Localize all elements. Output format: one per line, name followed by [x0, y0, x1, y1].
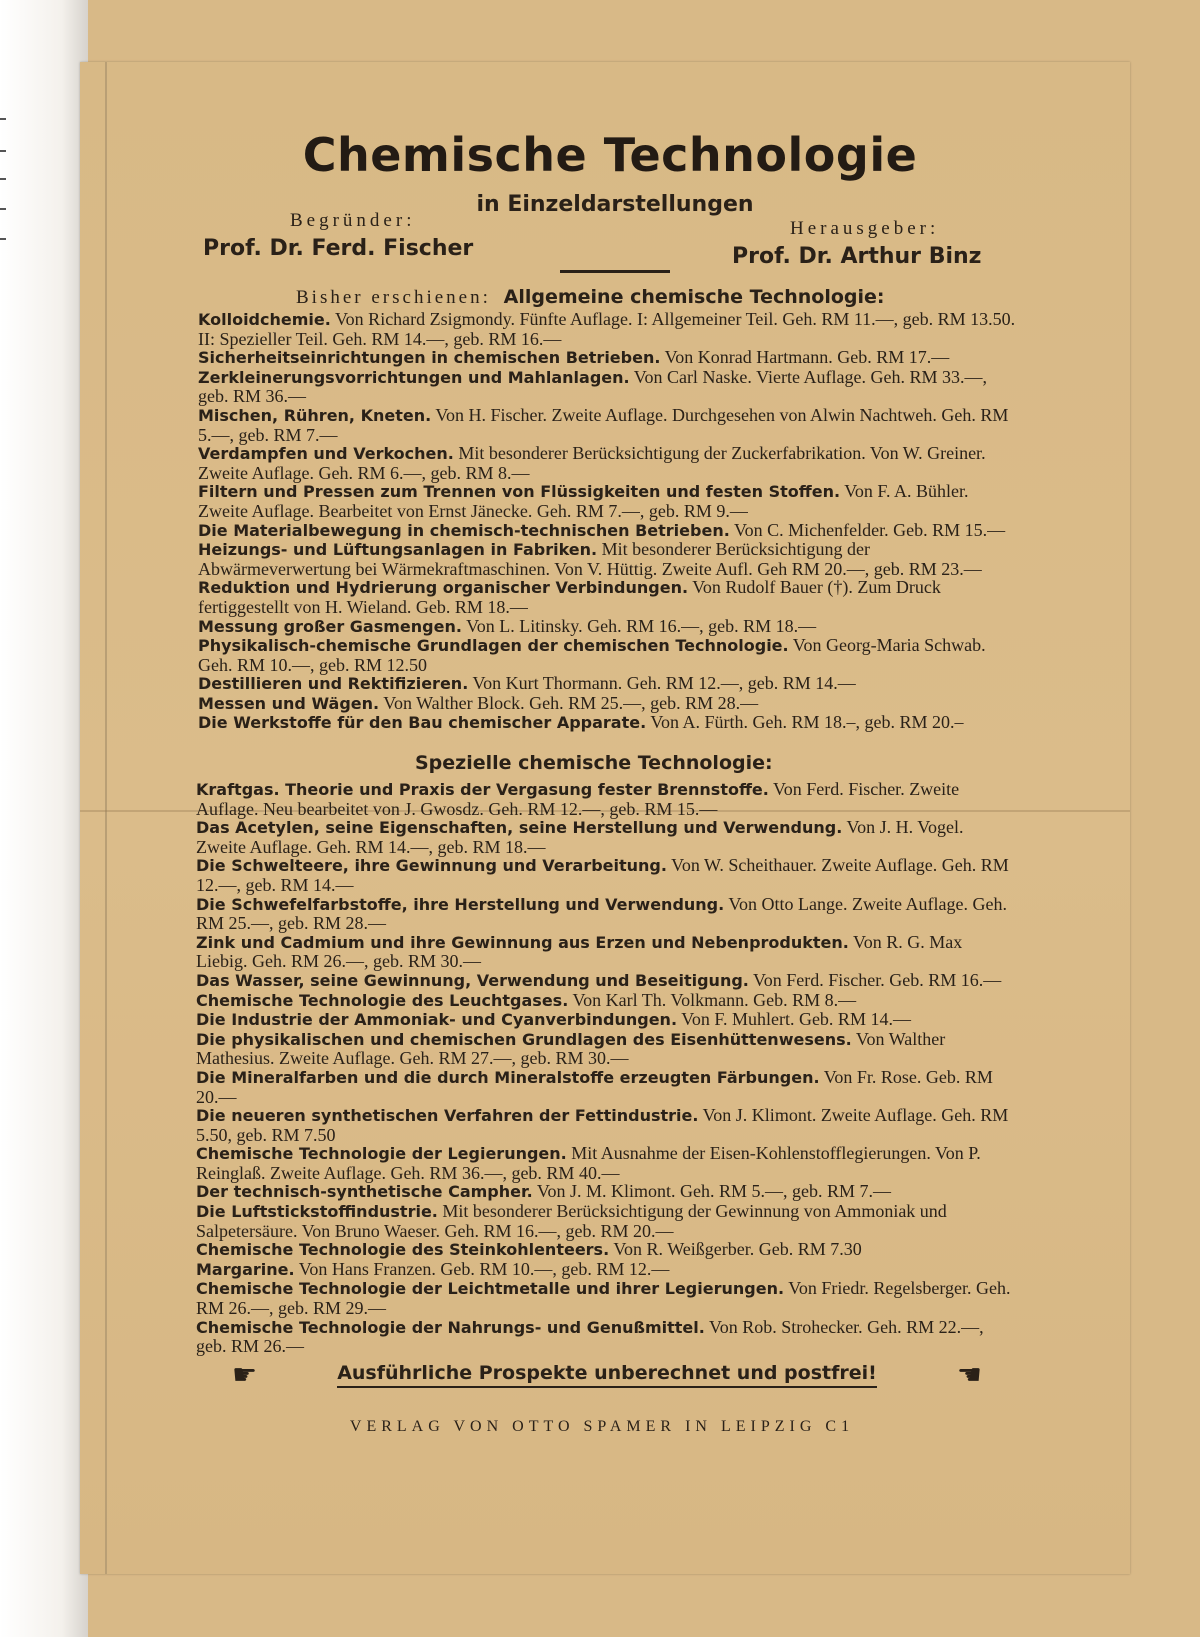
book-entry [196, 971, 1016, 991]
book-title: Die physikalischen und chemischen Grundlagen des Eisenhüttenwesens. [196, 1029, 852, 1049]
pointing-hand-left-icon: ☚ [956, 1360, 982, 1391]
book-entry [196, 1279, 1016, 1317]
book-entry [196, 780, 1016, 818]
book-title: Heizungs- und Lüftungsanlagen in Fabriken. [198, 540, 598, 560]
book-details: Von A. Fürth. Geh. RM 18.–, geb. RM 20.– [646, 712, 964, 733]
margin-tick [0, 208, 6, 210]
book-entry [196, 991, 1016, 1011]
book-entry [198, 540, 1018, 578]
founder-label: Begründer: [290, 210, 416, 231]
editor-name: Prof. Dr. Arthur Binz [732, 244, 982, 269]
book-title: Kolloidchemie. [198, 310, 331, 329]
page-spine [105, 62, 107, 1574]
book-entry [196, 933, 1016, 971]
page-subtitle: in Einzeldarstellungen [476, 192, 754, 217]
left-page-edge [0, 0, 88, 1637]
book-entry [198, 636, 1018, 674]
book-entry [196, 1318, 1016, 1356]
book-title: Zink und Cadmium und ihre Gewinnung aus Erzen und Nebenprodukten. [196, 932, 849, 952]
editor-label: Herausgeber: [790, 218, 940, 239]
book-entry [196, 1260, 1016, 1280]
book-entry [198, 617, 1018, 637]
book-entry [196, 895, 1016, 933]
book-entry [198, 521, 1018, 541]
book-title: Messen und Wägen. [198, 693, 380, 713]
book-details: Von F. Muhlert. Geb. RM 14.— [677, 1009, 911, 1030]
book-entry [196, 856, 1016, 894]
book-title: Chemische Technologie der Legierungen. [196, 1144, 567, 1164]
book-details: Von Ferd. Fischer. Zweite Auflage. Neu bearbeitet von J. Gwosdz. Geh. RM 12.—, geb. RM 15.— [196, 779, 960, 819]
book-title: Mischen, Rühren, Kneten. [198, 405, 432, 425]
book-entry [196, 1106, 1016, 1144]
book-details: Von Walther Block. Geh. RM 25.—, geb. RM 28.— [379, 692, 759, 713]
book-entry [198, 694, 1018, 714]
book-entry [196, 1144, 1016, 1182]
book-title: Sicherheitseinrichtungen in chemischen Betrieben. [198, 348, 661, 368]
book-title: Chemische Technologie der Nahrungs- und Genußmittel. [196, 1317, 705, 1337]
page-title: Chemische Technologie [302, 128, 918, 182]
margin-tick [0, 150, 6, 152]
book-title: Chemische Technologie des Leuchtgases. [196, 990, 569, 1010]
book-details: Von L. Litinsky. Geh. RM 16.—, geb. RM 18.— [461, 615, 817, 636]
book-entry [196, 1068, 1016, 1106]
book-details: Mit Ausnahme der Eisen-Kohlenstofflegierungen. Von P. Reinglaß. Zweite Auflage. Geh. RM 36.—, geb. RM 40.— [196, 1143, 981, 1183]
pointing-hand-right-icon: ☛ [232, 1360, 258, 1391]
book-entry [198, 578, 1018, 616]
book-title: Chemische Technologie der Leichtmetalle und ihrer Legierungen. [196, 1279, 785, 1299]
book-details: Von Ferd. Fischer. Geb. RM 16.— [748, 969, 1002, 990]
book-details: Von C. Michenfelder. Geb. RM 15.— [729, 519, 1006, 540]
prospectus-notice [232, 1358, 982, 1392]
published-lead: Bisher erschienen: [296, 287, 491, 308]
book-details: Von Rudolf Bauer (†). Zum Druck fertiggestellt von H. Wieland. Geb. RM 18.— [198, 577, 941, 617]
general-section-heading [296, 286, 996, 309]
book-title: Physikalisch-chemische Grundlagen der chemischen Technologie. [198, 636, 789, 656]
book-entry [198, 482, 1018, 520]
book-entry [196, 1240, 1016, 1260]
book-title: Die neueren synthetischen Verfahren der Fettindustrie. [196, 1106, 699, 1126]
book-details: Von W. Scheithauer. Zweite Auflage. Geh. RM 12.—, geb. RM 14.— [196, 855, 1009, 895]
book-details: Von Kurt Thormann. Geh. RM 12.—, geb. RM 14.— [468, 673, 856, 694]
book-title: Die Schwefelfarbstoffe, ihre Herstellung und Verwendung. [196, 894, 725, 914]
book-entry [198, 348, 1018, 368]
book-entry [198, 444, 1018, 482]
book-entry [198, 368, 1018, 406]
book-entry [198, 674, 1018, 694]
book-title: Die Werkstoffe für den Bau chemischer Apparate. [198, 713, 647, 733]
book-details: Von Karl Th. Volkmann. Geb. RM 8.— [568, 989, 857, 1010]
book-entry [198, 406, 1018, 444]
founder-name: Prof. Dr. Ferd. Fischer [203, 236, 474, 261]
book-details: Von J. M. Klimont. Geh. RM 5.—, geb. RM 7.— [532, 1181, 892, 1202]
book-details: Von Rob. Strohecker. Geh. RM 22.—, geb. RM 26.— [196, 1316, 984, 1357]
book-title: Reduktion und Hydrierung organischer Verbindungen. [198, 578, 689, 598]
book-title: Margarine. [196, 1259, 295, 1279]
book-title: Zerkleinerungsvorrichtungen und Mahlanlagen. [198, 367, 630, 387]
book-details: Von Richard Zsigmondy. Fünfte Auflage. I: Allgemeiner Teil. Geh. RM 11.—, geb. RM 13.50. II: Spezieller Teil. Geh. RM 14.—, geb. RM 16.— [198, 309, 1016, 349]
book-title: Chemische Technologie des Steinkohlenteers. [196, 1240, 610, 1260]
book-details: Von R. Weißgerber. Geb. RM 7.30 [609, 1239, 862, 1260]
book-details: Von J. Klimont. Zweite Auflage. Geh. RM 5.50, geb. RM 7.50 [196, 1105, 1009, 1145]
book-entry [196, 1010, 1016, 1030]
book-details: Mit besonderer Berücksichtigung der Zuckerfabrikation. Von W. Greiner. Zweite Auflage. Geh. RM 6.—, geb. RM 8.— [198, 443, 986, 483]
book-entry [196, 818, 1016, 856]
book-details: Von Walther Mathesius. Zweite Auflage. Geh. RM 27.—, geb. RM 30.— [196, 1028, 946, 1069]
book-title: Das Acetylen, seine Eigenschaften, seine Herstellung und Verwendung. [196, 818, 843, 838]
book-title: Das Wasser, seine Gewinnung, Verwendung und Beseitigung. [196, 970, 749, 990]
notice-text: Ausführliche Prospekte unberechnet und postfrei! [337, 1362, 877, 1388]
book-title: Destillieren und Rektifizieren. [198, 674, 469, 694]
book-details: Mit besonderer Berücksichtigung der Gewinnung von Ammoniak und Salpetersäure. Von Bruno Waeser. Geh. RM 16.—, geb. RM 20.— [196, 1201, 947, 1241]
book-details: Von Konrad Hartmann. Geb. RM 17.— [660, 347, 950, 368]
margin-tick [0, 238, 6, 240]
margin-tick [0, 118, 6, 120]
special-heading: Spezielle chemische Technologie: [415, 752, 773, 774]
book-title: Messung großer Gasmengen. [198, 616, 462, 636]
book-details: Von Georg-Maria Schwab. Geh. RM 10.—, geb. RM 12.50 [198, 635, 986, 675]
book-title: Die Schwelteere, ihre Gewinnung und Verarbeitung. [196, 856, 667, 876]
book-title: Die Materialbewegung in chemisch-technischen Betrieben. [198, 520, 730, 540]
book-title: Der technisch-synthetische Campher. [196, 1182, 533, 1202]
book-title: Die Luftstickstoffindustrie. [196, 1202, 438, 1222]
book-details: Von Fr. Rose. Geb. RM 20.— [196, 1066, 993, 1107]
special-book-list [196, 780, 1016, 1356]
book-title: Filtern und Pressen zum Trennen von Flüssigkeiten und festen Stoffen. [198, 482, 841, 502]
book-title: Kraftgas. Theorie und Praxis der Vergasung fester Brennstoffe. [196, 780, 769, 799]
book-entry [196, 1202, 1016, 1240]
book-details: Von R. G. Max Liebig. Geh. RM 26.—, geb. RM 30.— [196, 931, 963, 972]
book-title: Die Industrie der Ammoniak- und Cyanverbindungen. [196, 1010, 678, 1030]
book-details: Mit besonderer Berücksichtigung der Abwärmeverwertung bei Wärmekraftmaschinen. Von V. Hüttig. Zweite Aufl. Geh RM 20.—, geb. RM 23.— [198, 539, 982, 579]
book-title: Die Mineralfarben und die durch Mineralstoffe erzeugten Färbungen. [196, 1067, 820, 1087]
book-details: Von Hans Franzen. Geb. RM 10.—, geb. RM 12.— [294, 1258, 670, 1279]
book-details: Von F. A. Bühler. Zweite Auflage. Bearbeitet von Ernst Jänecke. Geh. RM 7.—, geb. RM 9.— [198, 481, 969, 521]
book-details: Von J. H. Vogel. Zweite Auflage. Geh. RM 14.—, geb. RM 18.— [196, 817, 964, 857]
publisher-line: VERLAG VON OTTO SPAMER IN LEIPZIG C1 [349, 1418, 855, 1435]
book-entry [196, 1030, 1016, 1068]
book-entry [198, 713, 1018, 733]
book-details: Von Friedr. Regelsberger. Geh. RM 26.—, geb. RM 29.— [196, 1278, 1011, 1319]
title-divider [560, 270, 670, 273]
book-entry [196, 1182, 1016, 1202]
book-entry [198, 310, 1018, 348]
margin-tick [0, 178, 6, 180]
book-details: Von Otto Lange. Zweite Auflage. Geh. RM 25.—, geb. RM 28.— [196, 893, 1007, 934]
general-book-list [198, 310, 1018, 733]
book-title: Verdampfen und Verkochen. [198, 444, 454, 464]
book-details: Von Carl Naske. Vierte Auflage. Geh. RM 33.—, geb. RM 36.— [198, 366, 987, 407]
book-details: Von H. Fischer. Zweite Auflage. Durchgesehen von Alwin Nachtweh. Geh. RM 5.—, geb. RM 7.— [198, 404, 1009, 445]
general-heading: Allgemeine chemische Technologie: [503, 286, 885, 308]
